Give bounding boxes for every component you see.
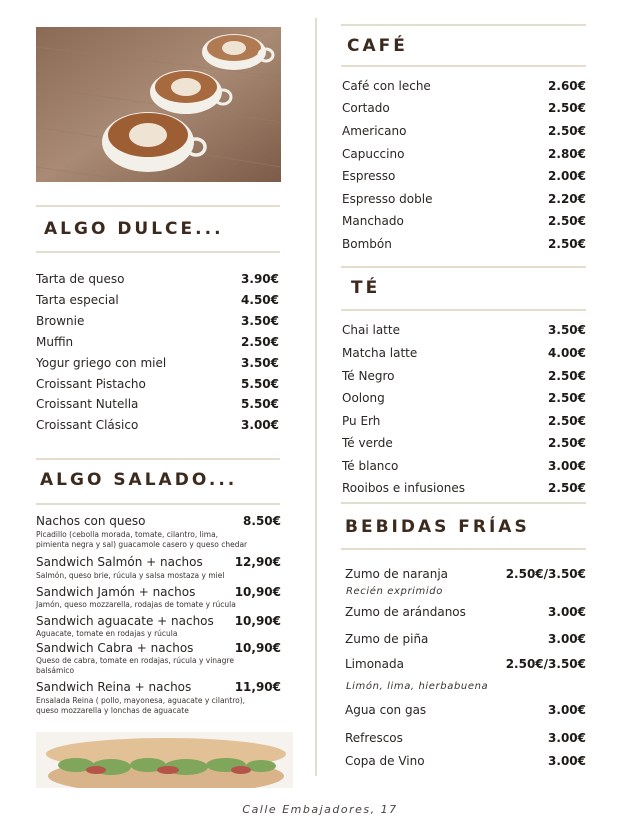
frias-item-name: Refrescos: [345, 731, 403, 745]
cafe-item-price: 2.50€: [548, 101, 586, 115]
salado-item-description: Jamón, queso mozzarella, rodajas de tomate y rúcula: [36, 600, 236, 609]
dulce-item-price: 3.50€: [241, 356, 279, 370]
te-item-name: Pu Erh: [342, 414, 381, 428]
salado-item-price: 10,90€: [234, 585, 281, 599]
te-item-name: Matcha latte: [342, 346, 418, 360]
salado-item-description: Salmón, queso brie, rúcula y salsa mostaza y miel: [36, 571, 225, 580]
salado-item-name: Sandwich Jamón + nachos: [36, 585, 196, 599]
salado-item-price: 12,90€: [234, 555, 281, 569]
te-item-name: Té Negro: [342, 369, 395, 383]
salado-item-name: Nachos con queso: [36, 514, 146, 528]
cafe-item-name: Cortado: [342, 101, 390, 115]
salado-bottom-rule: [36, 503, 280, 505]
dulce-item-price: 3.90€: [241, 272, 279, 286]
te-item-price: 3.50€: [548, 323, 586, 337]
cafe-item-name: Bombón: [342, 237, 392, 251]
frias-item-name: Zumo de naranja: [345, 567, 449, 581]
salado-item-name: Sandwich aguacate + nachos: [36, 614, 214, 628]
cafe-section-title: CAFÉ: [347, 36, 408, 56]
cafe-item-price: 2.20€: [548, 192, 586, 206]
frias-bottom-rule: [341, 548, 586, 550]
salado-item-name: Sandwich Salmón + nachos: [36, 555, 203, 569]
te-bottom-rule: [341, 309, 586, 311]
frias-item-name: Agua con gas: [345, 703, 427, 717]
te-section-title: TÉ: [351, 278, 381, 298]
cafe-item-name: Espresso doble: [342, 192, 433, 206]
frias-item-name: Zumo de piña: [345, 632, 429, 646]
dulce-item-price: 3.00€: [241, 418, 279, 432]
frias-item-price: 3.00€: [548, 703, 586, 717]
cafe-item-price: 2.80€: [548, 147, 586, 161]
cafe-item-price: 2.50€: [548, 237, 586, 251]
te-item-name: Oolong: [342, 391, 385, 405]
dulce-item-price: 5.50€: [241, 377, 279, 391]
frias-item-price: 3.00€: [548, 754, 586, 768]
dulce-item-name: Croissant Nutella: [36, 397, 139, 411]
cafe-item-name: Capuccino: [342, 147, 405, 161]
coffee-cups-photo: [36, 27, 281, 182]
dulce-item-name: Muffin: [36, 335, 74, 349]
te-item-price: 2.50€: [548, 391, 586, 405]
dulce-top-rule: [36, 205, 280, 207]
te-item-price: 4.00€: [548, 346, 586, 360]
cafe-bottom-rule: [341, 65, 586, 67]
te-item-price: 2.50€: [548, 481, 586, 495]
dulce-bottom-rule: [36, 251, 280, 253]
frias-section-title: BEBIDAS FRÍAS: [345, 517, 530, 537]
cafe-top-rule: [341, 24, 586, 26]
te-item-price: 2.50€: [548, 369, 586, 383]
frias-item-name: Limonada: [345, 657, 404, 671]
te-item-name: Té blanco: [342, 459, 399, 473]
frias-item-note: Limón, lima, hierbabuena: [346, 681, 489, 692]
salado-item-name: Sandwich Cabra + nachos: [36, 641, 194, 655]
dulce-item-name: Yogur griego con miel: [36, 356, 167, 370]
salado-item-description: Queso de cabra, tomate en rodajas, rúcula y vinagre balsámico: [36, 656, 234, 675]
dulce-item-name: Tarta especial: [36, 293, 119, 307]
salado-item-price: 10,90€: [234, 641, 281, 655]
frias-top-rule: [341, 502, 586, 504]
dulce-item-price: 4.50€: [241, 293, 279, 307]
dulce-item-price: 2.50€: [241, 335, 279, 349]
te-item-name: Té verde: [342, 436, 393, 450]
cafe-item-name: Espresso: [342, 169, 396, 183]
salado-item-price: 10,90€: [234, 614, 281, 628]
salado-top-rule: [36, 458, 280, 460]
frias-item-note: Recién exprimido: [346, 586, 443, 597]
cafe-item-price: 2.00€: [548, 169, 586, 183]
frias-item-price: 2.50€/3.50€: [505, 657, 586, 671]
dulce-section-title: ALGO DULCE...: [44, 219, 224, 239]
te-item-price: 2.50€: [548, 414, 586, 428]
column-divider: [315, 18, 317, 776]
salado-item-price: 8.50€: [243, 514, 281, 528]
salado-item-description: Picadillo (cebolla morada, tomate, cilantro, lima, pimienta negra y sal) guacamole casero y queso chedar: [36, 530, 248, 549]
cafe-item-price: 2.50€: [548, 124, 586, 138]
dulce-item-price: 5.50€: [241, 397, 279, 411]
sandwich-photo: [36, 732, 293, 788]
dulce-item-price: 3.50€: [241, 314, 279, 328]
te-item-price: 3.00€: [548, 459, 586, 473]
frias-item-price: 3.00€: [548, 605, 586, 619]
salado-item-name: Sandwich Reina + nachos: [36, 680, 192, 694]
cafe-item-price: 2.50€: [548, 214, 586, 228]
te-item-price: 2.50€: [548, 436, 586, 450]
frias-item-price: 2.50€/3.50€: [505, 567, 586, 581]
dulce-item-name: Brownie: [36, 314, 85, 328]
cafe-item-name: Manchado: [342, 214, 404, 228]
cafe-item-name: Café con leche: [342, 79, 431, 93]
address-footer: Calle Embajadores, 17: [242, 803, 398, 816]
frias-item-name: Copa de Vino: [345, 754, 425, 768]
salado-item-description: Aguacate, tomate en rodajas y rúcula: [36, 629, 178, 638]
cafe-item-name: Americano: [342, 124, 407, 138]
salado-section-title: ALGO SALADO...: [40, 470, 238, 490]
salado-item-price: 11,90€: [234, 680, 281, 694]
frias-item-name: Zumo de arándanos: [345, 605, 466, 619]
dulce-item-name: Croissant Clásico: [36, 418, 139, 432]
dulce-item-name: Tarta de queso: [36, 272, 125, 286]
te-item-name: Rooibos e infusiones: [342, 481, 465, 495]
dulce-item-name: Croissant Pistacho: [36, 377, 146, 391]
te-top-rule: [341, 266, 586, 268]
frias-item-price: 3.00€: [548, 731, 586, 745]
te-item-name: Chai latte: [342, 323, 400, 337]
salado-item-description: Ensalada Reina ( pollo, mayonesa, aguacate y cilantro), queso mozzarella y lonchas de aguacate: [36, 696, 246, 715]
frias-item-price: 3.00€: [548, 632, 586, 646]
cafe-item-price: 2.60€: [548, 79, 586, 93]
